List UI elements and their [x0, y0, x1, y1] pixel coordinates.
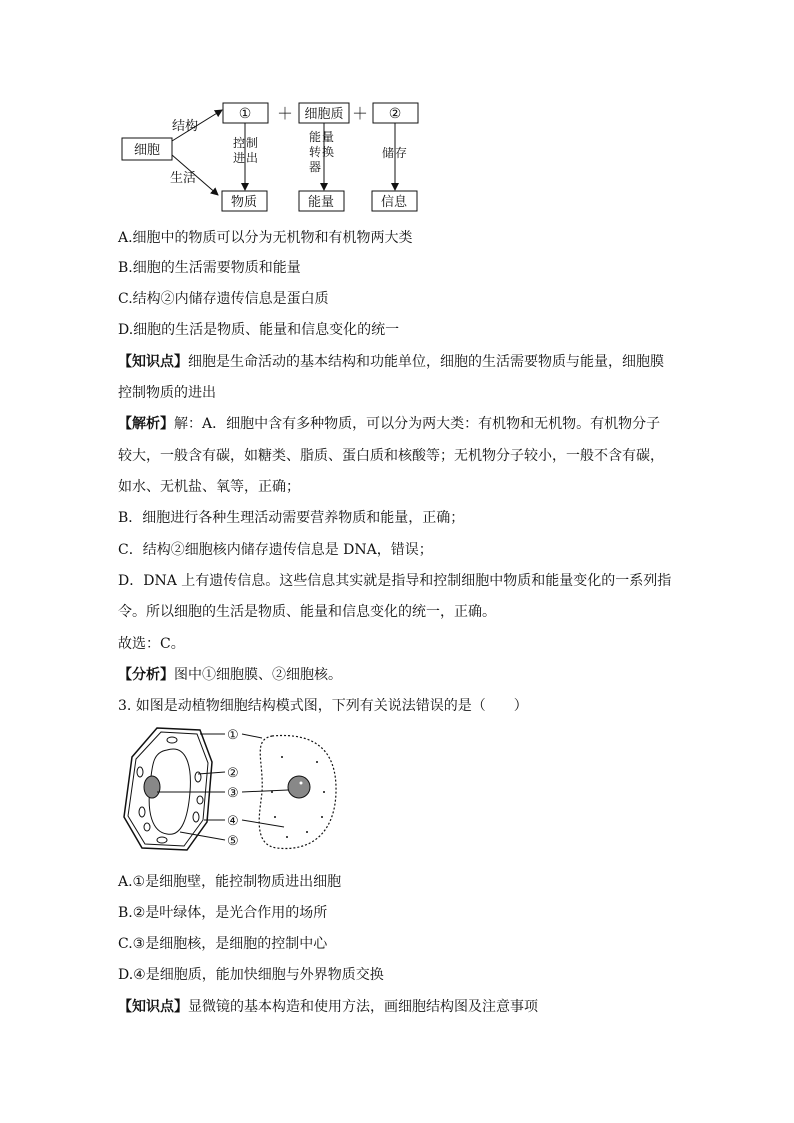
q2-knowledge-line1	[118, 352, 698, 372]
label-2: ②	[227, 766, 239, 781]
label-5: ⑤	[227, 834, 239, 849]
fenxi-text: 图中①细胞膜、②细胞核。	[174, 667, 342, 683]
energy-char-5: 器	[309, 160, 322, 174]
fenxi-tag: 【分析】	[118, 667, 174, 683]
control-char-3: 进	[233, 151, 246, 165]
q3-option-c: C.③是细胞核，是细胞的控制中心	[118, 936, 328, 952]
q3-knowledge-tag: 【知识点】	[118, 999, 188, 1015]
q2-option-b: B.细胞的生活需要物质和能量	[118, 260, 301, 276]
q3-option-b: B.②是叶绿体，是光合作用的场所	[118, 905, 328, 921]
plant-animal-cell-diagram	[112, 722, 352, 857]
q2-knowledge-line2: 控制物质的进出	[118, 385, 216, 401]
q2-option-d: D.细胞的生活是物质、能量和信息变化的统一	[118, 322, 400, 338]
control-char-4: 出	[246, 151, 259, 165]
q2-option-a: A.细胞中的物质可以分为无机物和有机物两大类	[118, 230, 413, 246]
q2-analysis-line3: 如水、无机盐、氧等，正确；	[118, 479, 300, 495]
q2-option-c: C.结构②内储存遗传信息是蛋白质	[118, 291, 329, 307]
energy-char-2: 量	[322, 130, 335, 144]
energy-char-3: 转	[309, 145, 322, 159]
store-char-2: 存	[395, 146, 408, 160]
plus-2: ＋	[351, 104, 369, 123]
q2-analysis-line5: C．结构②细胞核内储存遗传信息是 DNA，错误；	[118, 542, 433, 558]
q3-knowledge	[118, 997, 698, 1017]
energy-char-4: 换	[322, 145, 335, 159]
plus-1: ＋	[276, 104, 294, 123]
q2-analysis-line1	[118, 414, 698, 434]
box-info-label: 信息	[380, 195, 408, 210]
q3-option-d: D.④是细胞质，能加快细胞与外界物质交换	[118, 967, 384, 983]
q2-fenxi	[118, 665, 698, 685]
q2-analysis-line4: B．细胞进行各种生理活动需要营养物质和能量，正确；	[118, 510, 465, 526]
control-char-1: 控	[233, 136, 246, 150]
q2-answer: 故选：C。	[118, 636, 185, 652]
box-cytoplasm-label: 细胞质	[304, 107, 344, 122]
label-1: ①	[227, 728, 239, 743]
box-energy-label: 能量	[307, 195, 335, 210]
cell-function-diagram	[110, 95, 430, 220]
knowledge-tag: 【知识点】	[118, 354, 188, 370]
store-char-1: 储	[382, 146, 395, 160]
q3-knowledge-text: 显微镜的基本构造和使用方法，画细胞结构图及注意事项	[188, 999, 538, 1015]
q3-option-a: A.①是细胞壁，能控制物质进出细胞	[118, 874, 342, 890]
box-matter-label: 物质	[230, 195, 258, 210]
q2-analysis-line6: D．DNA 上有遗传信息。这些信息其实就是指导和控制细胞中物质和能量变化的一系列指	[118, 573, 672, 589]
label-4: ④	[227, 814, 239, 829]
life-label: 生活	[170, 171, 197, 186]
knowledge-text: 细胞是生命活动的基本结构和功能单位，细胞的生活需要物质与能量，细胞膜	[188, 354, 664, 370]
analysis-tag: 【解析】	[118, 416, 174, 432]
box-1-label: ①	[238, 106, 252, 122]
cell-label: 细胞	[133, 143, 161, 158]
q2-analysis-line7: 令。所以细胞的生活是物质、能量和信息变化的统一，正确。	[118, 604, 496, 620]
control-char-2: 制	[246, 136, 259, 150]
q2-analysis-line2: 较大，一般含有碳，如糖类、脂质、蛋白质和核酸等；无机物分子较小，一般不含有碳，	[118, 448, 664, 464]
analysis-text-1: 解：A．细胞中含有多种物质，可以分为两大类：有机物和无机物。有机物分子	[174, 416, 661, 432]
q3-stem: 3. 如图是动植物细胞结构模式图，下列有关说法错误的是（ ）	[118, 698, 528, 714]
energy-char-1: 能	[309, 130, 322, 144]
structure-label: 结构	[172, 119, 199, 134]
label-3: ③	[227, 786, 239, 801]
box-2-label: ②	[388, 106, 402, 122]
